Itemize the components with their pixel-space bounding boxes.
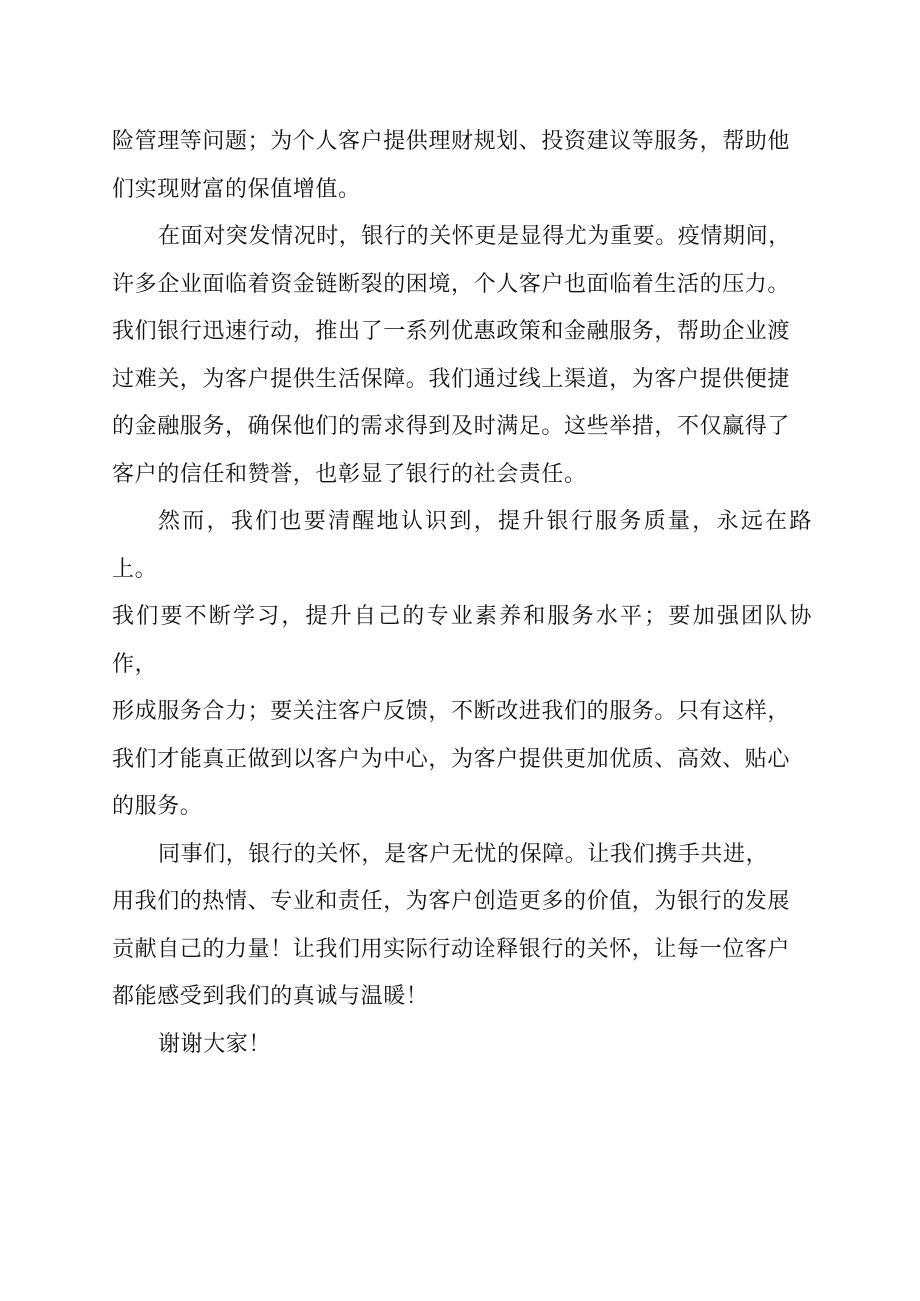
paragraph-line: 同事们，银行的关怀，是客户无忧的保障。让我们携手共进， xyxy=(158,841,769,867)
paragraph-2 xyxy=(112,213,812,498)
paragraph-line: 然而，我们也要清醒地认识到，提升银行服务质量，永远在路上。 xyxy=(112,509,812,582)
paragraph-line: 们实现财富的保值增值。 xyxy=(112,176,361,202)
paragraph-line: 我们银行迅速行动，推出了一系列优惠政策和金融服务，帮助企业渡 xyxy=(112,319,791,344)
paragraph-line: 我们要不断学习，提升自己的专业素养和服务水平；要加强团队协作， xyxy=(112,604,812,677)
paragraph-line: 谢谢大家！ xyxy=(158,1031,272,1057)
paragraph-line: 都能感受到我们的真诚与温暖！ xyxy=(112,984,429,1009)
paragraph-4 xyxy=(112,831,812,1021)
paragraph-line: 过难关，为客户提供生活保障。我们通过线上渠道，为客户提供便捷 xyxy=(112,366,791,392)
paragraph-line: 形成服务合力；要关注客户反馈，不断改进我们的服务。只有这样， xyxy=(112,699,791,724)
paragraph-5 xyxy=(112,1021,812,1069)
document-body xyxy=(112,118,812,1068)
paragraph-line: 许多企业面临着资金链断裂的困境，个人客户也面临着生活的压力。 xyxy=(112,271,791,297)
paragraph-line: 用我们的热情、专业和责任，为客户创造更多的价值，为银行的发展 xyxy=(112,889,791,914)
paragraph-3 xyxy=(112,498,812,831)
paragraph-line: 贡献自己的力量！让我们用实际行动诠释银行的关怀，让每一位客户 xyxy=(112,936,791,962)
paragraph-line: 客户的信任和赞誉，也彰显了银行的社会责任。 xyxy=(112,461,587,487)
paragraph-line: 在面对突发情况时，银行的关怀更是显得尤为重要。疫情期间， xyxy=(158,224,791,249)
paragraph-1 xyxy=(112,118,812,213)
paragraph-line: 的服务。 xyxy=(112,794,203,819)
paragraph-line: 我们才能真正做到以客户为中心，为客户提供更加优质、高效、贴心 xyxy=(112,746,791,772)
paragraph-line: 险管理等问题；为个人客户提供理财规划、投资建议等服务，帮助他 xyxy=(112,129,791,154)
paragraph-line: 的金融服务，确保他们的需求得到及时满足。这些举措，不仅赢得了 xyxy=(112,414,791,439)
